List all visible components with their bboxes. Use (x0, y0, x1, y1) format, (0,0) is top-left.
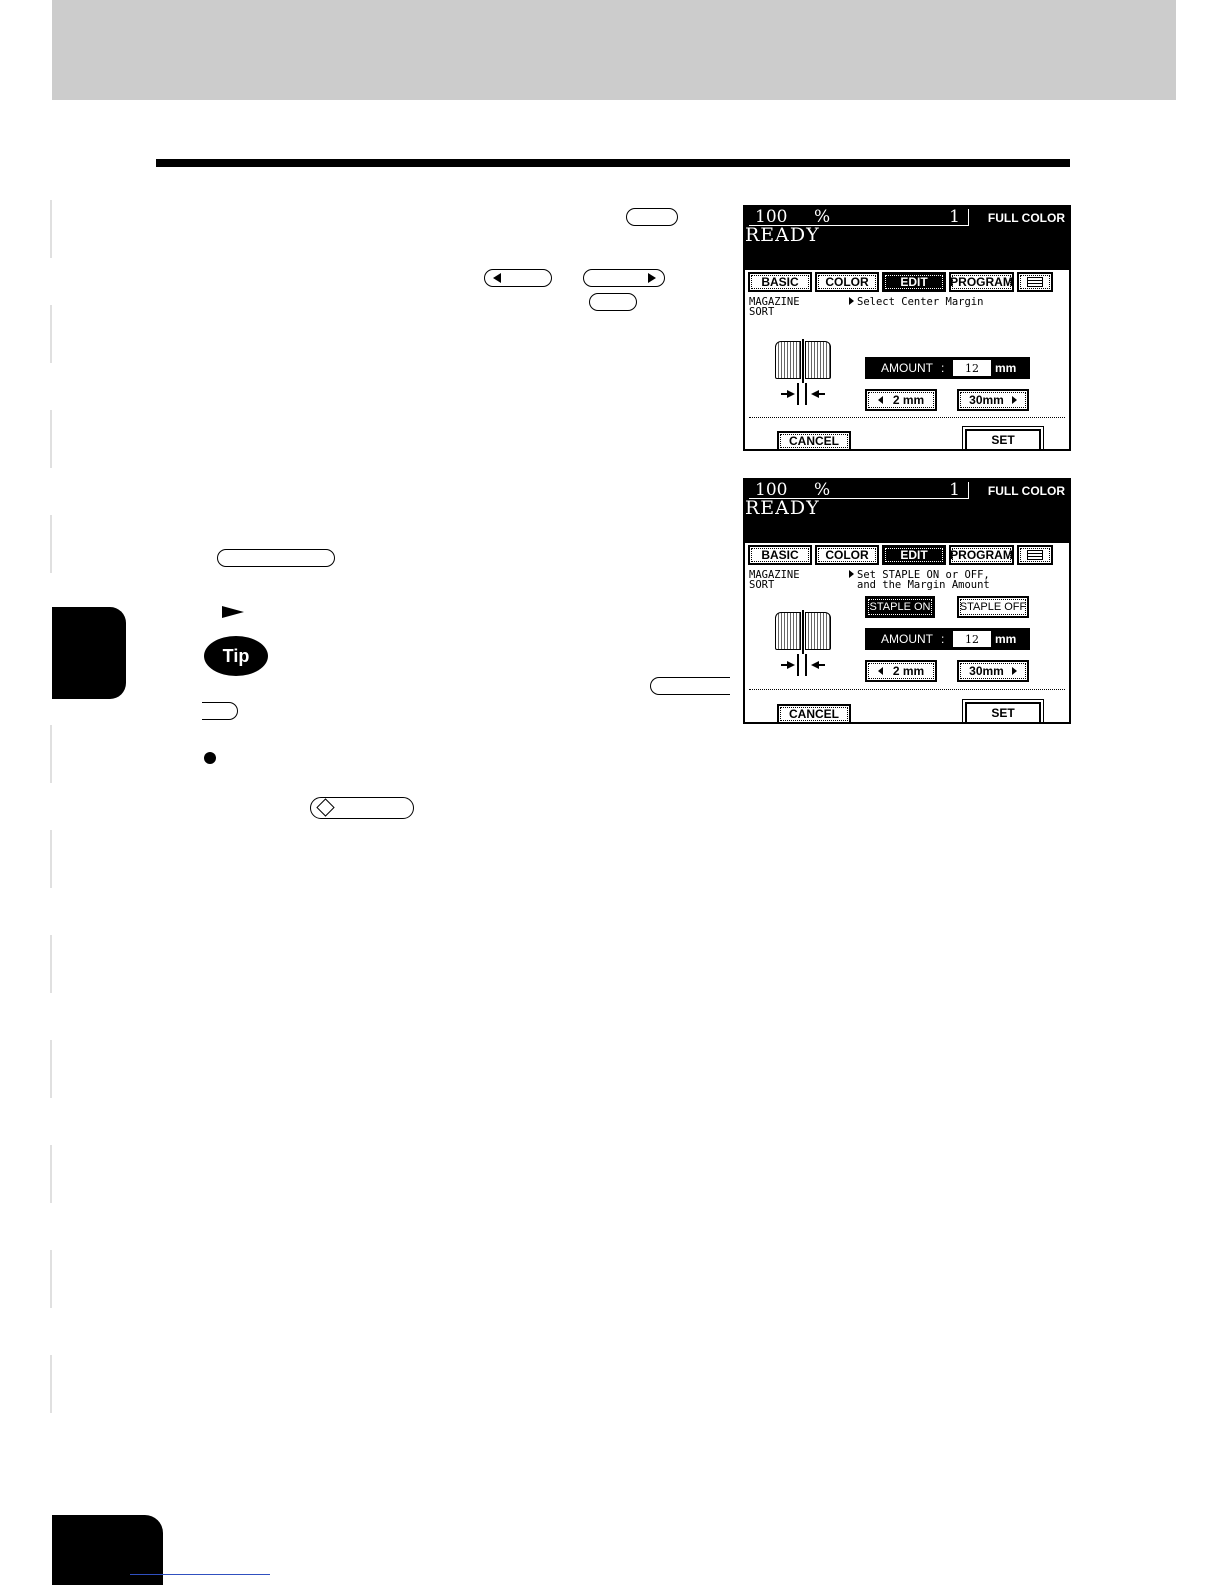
margin-tick (50, 1250, 52, 1308)
key-outline (202, 702, 238, 720)
amount-colon: : (941, 361, 945, 375)
tab-program[interactable]: PROGRAM (949, 272, 1014, 292)
increase-label: 30mm (969, 393, 1004, 407)
margin-tick (50, 305, 52, 363)
panel-status-area (745, 480, 1069, 543)
tab-edit[interactable]: EDIT (882, 272, 946, 292)
left-arrow-key-outline (484, 269, 552, 287)
instruction-line: Select Center Margin (857, 296, 984, 308)
instruction-text (849, 570, 990, 590)
amount-label: AMOUNT (881, 361, 933, 375)
tab-bar (748, 270, 1070, 295)
margin-arrows-icon (781, 654, 825, 676)
right-triangle-icon (1012, 396, 1017, 404)
link-underline (130, 1574, 270, 1575)
decrease-label: 2 mm (892, 664, 925, 678)
left-triangle-icon (878, 396, 883, 404)
amount-value: 12 (953, 631, 991, 647)
set-button[interactable]: SET (965, 702, 1041, 724)
instruction-pointer-icon (849, 297, 854, 305)
copy-count: 1 (949, 207, 960, 227)
open-book-icon (773, 610, 833, 654)
percent-sign: % (814, 480, 831, 500)
color-mode: FULL COLOR (987, 484, 1065, 498)
margin-tick (50, 1355, 52, 1413)
divider (749, 689, 1065, 690)
header-band (52, 0, 1176, 100)
function-label-line: MAGAZINE (749, 296, 800, 308)
tab-basic[interactable]: BASIC (748, 272, 812, 292)
status-message: READY (745, 497, 820, 519)
decrease-margin-button[interactable] (865, 660, 937, 682)
right-triangle-icon (648, 273, 656, 283)
start-key-outline (310, 797, 414, 819)
increase-margin-button[interactable] (957, 389, 1029, 411)
instruction-text (849, 297, 983, 307)
enter-key-outline (589, 293, 637, 311)
decrease-margin-button[interactable] (865, 389, 937, 411)
function-label (749, 570, 800, 590)
reproduction-ratio: 100 (755, 207, 788, 227)
set-key-outline (626, 208, 678, 226)
percent-sign: % (814, 207, 831, 227)
amount-colon: : (941, 632, 945, 646)
tab-menu[interactable] (1017, 545, 1053, 565)
section-rule (156, 159, 1070, 167)
reproduction-ratio: 100 (755, 480, 788, 500)
function-key-outline (217, 549, 335, 567)
increase-label: 30mm (969, 664, 1004, 678)
margin-tick (50, 935, 52, 993)
margin-tick (50, 1040, 52, 1098)
tab-color[interactable]: COLOR (815, 272, 879, 292)
increase-margin-button[interactable] (957, 660, 1029, 682)
set-button[interactable]: SET (965, 429, 1041, 451)
instruction-line: and the Margin Amount (857, 579, 990, 591)
margin-tick (50, 515, 52, 573)
divider (749, 417, 1065, 418)
cancel-button[interactable]: CANCEL (777, 704, 851, 724)
margin-tick (50, 830, 52, 888)
bullet-dot (204, 752, 216, 764)
tab-bar (748, 543, 1070, 568)
amount-display (865, 357, 1030, 379)
pointer-arrow-icon (222, 606, 244, 618)
amount-display (865, 628, 1030, 650)
tab-menu[interactable] (1017, 272, 1053, 292)
tip-badge: Tip (204, 636, 268, 676)
amount-label: AMOUNT (881, 632, 933, 646)
menu-icon (1027, 277, 1043, 287)
amount-unit: mm (995, 632, 1017, 646)
open-book-icon (773, 339, 833, 383)
staple-on-button[interactable]: STAPLE ON (865, 596, 935, 618)
margin-tick (50, 200, 52, 258)
instruction-line: Set STAPLE ON or OFF, (857, 569, 990, 581)
chapter-tab (52, 607, 126, 699)
tab-edit[interactable]: EDIT (882, 545, 946, 565)
lcd-panel-center-margin (743, 205, 1071, 451)
right-triangle-icon (1012, 667, 1017, 675)
decrease-label: 2 mm (892, 393, 925, 407)
function-label-line: SORT (749, 579, 775, 591)
right-arrow-key-outline (583, 269, 665, 287)
key-callout-outline (650, 677, 730, 695)
tab-program[interactable]: PROGRAM (949, 545, 1014, 565)
function-label-line: SORT (749, 306, 775, 318)
status-message: READY (745, 224, 820, 246)
lcd-panel-staple-margin (743, 478, 1071, 724)
copy-count: 1 (949, 480, 960, 500)
amount-value: 12 (953, 360, 991, 376)
function-label (749, 297, 800, 317)
left-triangle-icon (493, 273, 501, 283)
color-mode: FULL COLOR (987, 211, 1065, 225)
margin-tick (50, 725, 52, 783)
margin-tick (50, 410, 52, 468)
amount-unit: mm (995, 361, 1017, 375)
staple-off-button[interactable]: STAPLE OFF (957, 596, 1029, 618)
start-diamond-icon (316, 798, 334, 816)
margin-tick (50, 1145, 52, 1203)
tab-basic[interactable]: BASIC (748, 545, 812, 565)
menu-icon (1027, 550, 1043, 560)
margin-arrows-icon (781, 383, 825, 405)
function-label-line: MAGAZINE (749, 569, 800, 581)
panel-status-area (745, 207, 1069, 270)
instruction-pointer-icon (849, 570, 854, 578)
cancel-button[interactable]: CANCEL (777, 431, 851, 451)
tab-color[interactable]: COLOR (815, 545, 879, 565)
left-triangle-icon (878, 667, 883, 675)
